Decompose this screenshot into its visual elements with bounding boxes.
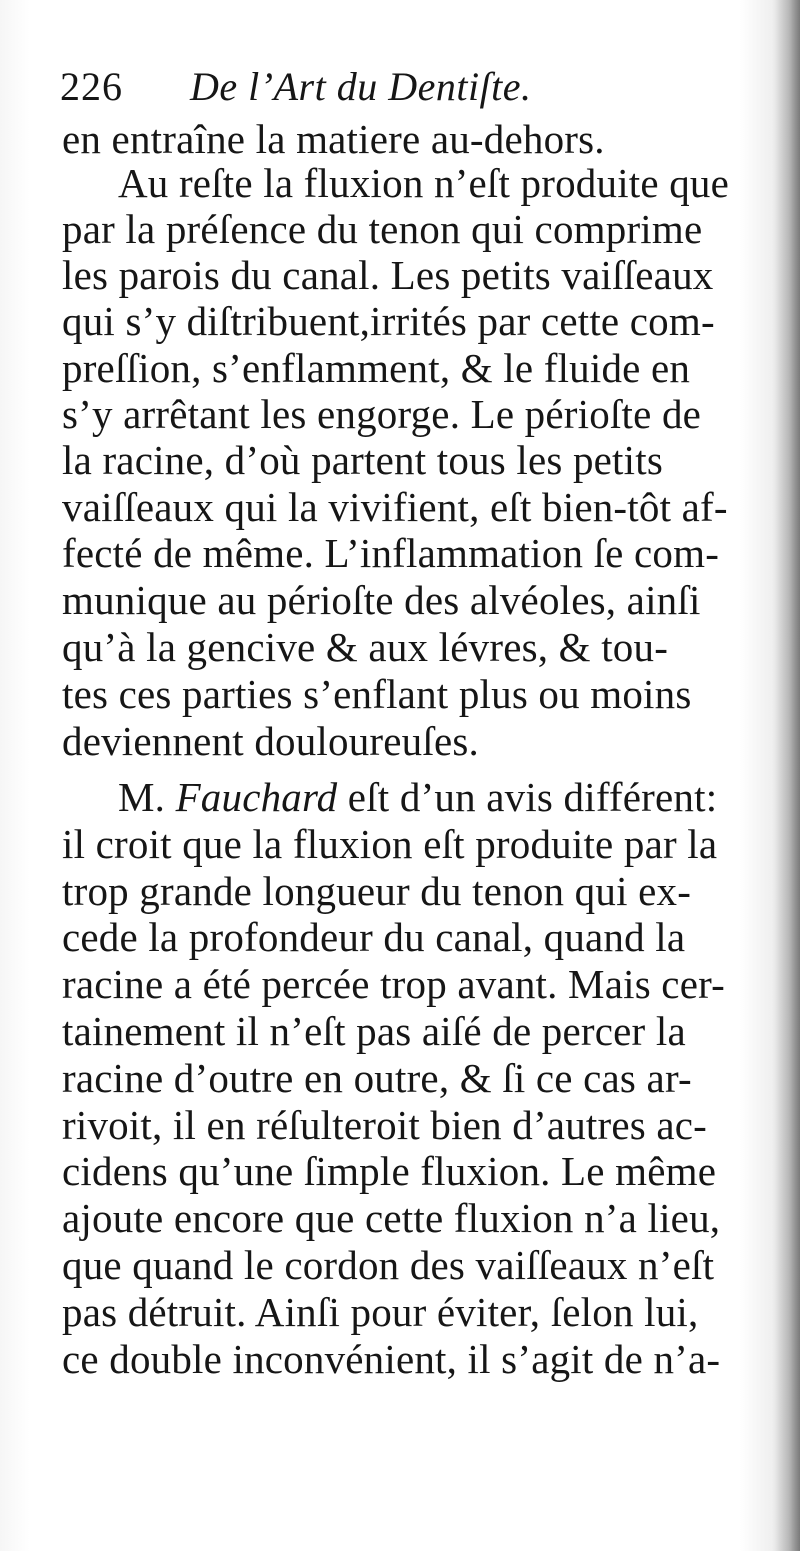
paragraph-first-line: [118, 770, 800, 824]
text-line: les parois du canal. Les petits vaiſſeaux: [62, 252, 714, 298]
text-line: trop grande longueur du tenon qui ex-: [62, 868, 692, 914]
text-line: tes ces parties s’enflant plus ou moins: [62, 671, 692, 717]
running-head: [60, 62, 760, 112]
author-name: Fauchard: [175, 774, 338, 820]
text-line: qu’à la gencive & aux lévres, & tou-: [62, 624, 669, 670]
text-line: vaiſſeaux qui la vivifient, eſt bien-tôt af-: [62, 484, 728, 530]
text-run: eſt d’un avis différent:: [337, 774, 718, 820]
text-line: ajoute encore que cette fluxion n’a lieu,: [62, 1195, 721, 1241]
paragraph-first-line: Au reſte la fluxion n’eſt produite que: [118, 160, 730, 206]
text-line: munique au périoſte des alvéoles, ainſi: [62, 577, 701, 623]
text-line: que quand le cordon des vaiſſeaux n’eſt: [62, 1242, 715, 1288]
text-line: ce double inconvénient, il s’agit de n’a-: [62, 1336, 721, 1382]
text-line: s’y arrêtant les engorge. Le périoſte de: [62, 391, 702, 437]
text-line: il croit que la fluxion eſt produite par la: [62, 821, 718, 867]
text-line: racine d’outre en outre, & ſi ce cas ar-: [62, 1055, 692, 1101]
text-line: cede la profondeur du canal, quand la: [62, 914, 686, 960]
text-line: racine a été percée trop avant. Mais cer-: [62, 961, 725, 1007]
text-line: cidens qu’une ſimple fluxion. Le même: [62, 1148, 717, 1194]
text-run: M.: [118, 774, 176, 820]
text-line: tainement il n’eſt pas aiſé de percer la: [62, 1008, 686, 1054]
text-line: en entraîne la matiere au-dehors.: [62, 116, 605, 162]
text-line: deviennent douloureuſes.: [62, 718, 479, 764]
page-number: 226: [60, 64, 123, 109]
text-line: fecté de même. L’inflammation ſe com-: [62, 530, 720, 576]
text-line: qui s’y diſtribuent,irrités par cette com-: [62, 298, 715, 344]
text-line: pas détruit. Ainſi pour éviter, ſelon lui,: [62, 1289, 699, 1335]
text-line: la racine, d’où partent tous les petits: [62, 437, 663, 483]
text-line: preſſion, s’enflamment, & le fluide en: [62, 345, 691, 391]
text-line: rivoit, il en réſulteroit bien d’autres ac-: [62, 1102, 708, 1148]
text-line: par la préſence du tenon qui comprime: [62, 206, 703, 252]
running-title: De l’Art du Dentiſte.: [190, 64, 532, 109]
